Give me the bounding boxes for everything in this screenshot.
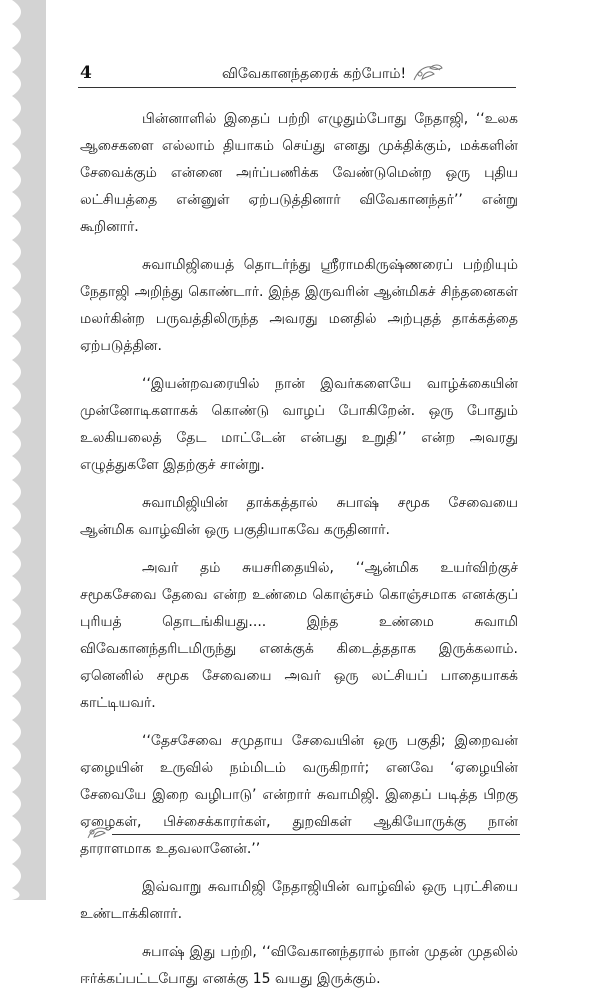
paragraph: இவ்வாறு சுவாமிஜி நேதாஜியின் வாழ்வில் ஒரு புரட்சியை உண்டாக்கினார்.: [80, 879, 518, 922]
paragraph: ‘‘தேசசேவை சமுதாய சேவையின் ஒரு பகுதி; இறைவன் ஏழையின் உருவில் நம்மிடம் வருகிறார்; எனவே ‘ஏழையின் சேவையே இறை வழிபாடு’ என்றார் சுவாமிஜி. இதைப் படித்த பிறகு ஏழைகள், பிச்சைக்காரர்கள், துறவிகள் ஆகியோருக்கு நான் தாராளமாக உதவலானேன்.’’: [80, 733, 518, 857]
header-rule: [78, 87, 516, 88]
floral-ornament-icon: [412, 62, 444, 88]
paragraph: சுவாமிஜியின் தாக்கத்தால் சுபாஷ் சமூக சேவையை ஆன்மிக வாழ்வின் ஒரு பகுதியாகவே கருதினார்.: [80, 495, 518, 538]
paragraph: ‘‘இயன்றவரையில் நான் இவர்களையே வாழ்க்கையின் முன்னோடிகளாகக் கொண்டு வாழப் போகிறேன். ஒரு போதும் உலகியலைத் தேட மாட்டேன் என்பது உறுதி’’ என்ற அவரது எழுத்துகளே இதற்குச் சான்று.: [80, 376, 518, 473]
paragraph: பின்னாளில் இதைப் பற்றி எழுதும்போது நேதாஜி, ‘‘உலக ஆசைகளை எல்லாம் தியாகம் செய்து எனது முக்திக்கும், மக்களின் சேவைக்கும் என்னை அர்ப்பணிக்க வேண்டுமென்ற ஒரு புதிய லட்சியத்தை என்னுள் ஏற்படுத்தினார் விவேகானந்தர்’’ என்று கூறினார்.: [80, 111, 518, 235]
floral-ornament-icon: [86, 822, 112, 846]
paragraph: சுவாமிஜியைத் தொடர்ந்து ஸ்ரீராமகிருஷ்ணரைப் பற்றியும் நேதாஜி அறிந்து கொண்டார். இந்த இருவரின் ஆன்மிகச் சிந்தனைகள் மலர்கின்ற பருவத்திலிருந்த அவரது மனதில் அற்புதத் தாக்கத்தை ஏற்படுத்தின.: [80, 257, 518, 354]
page-number: 4: [80, 63, 92, 83]
paragraph: சுபாஷ் இது பற்றி, ‘‘விவேகானந்தரால் நான் முதன் முதலில் ஈர்க்கப்பட்டபோது எனக்கு 15 வயது இருக்கும்.: [80, 944, 518, 987]
page-edge-decoration: [0, 0, 46, 900]
running-header-title: விவேகானந்தரைக் கற்போம்!: [222, 66, 407, 82]
footer-rule: [112, 834, 520, 835]
paragraph: அவர் தம் சுயசரிதையில், ‘‘ஆன்மிக உயர்விற்குச் சமூகசேவை தேவை என்ற உண்மை கொஞ்சம் கொஞ்சமாக எனக்குப் புரியத் தொடங்கியது.... இந்த உண்மை சுவாமி விவேகானந்தரிடமிருந்து எனக்குக் கிடைத்ததாக இருக்கலாம். ஏனெனில் சமூக சேவையை அவர் ஒரு லட்சியப் பாதையாகக் காட்டியவர்.: [80, 560, 518, 711]
body-text: [80, 106, 518, 1004]
